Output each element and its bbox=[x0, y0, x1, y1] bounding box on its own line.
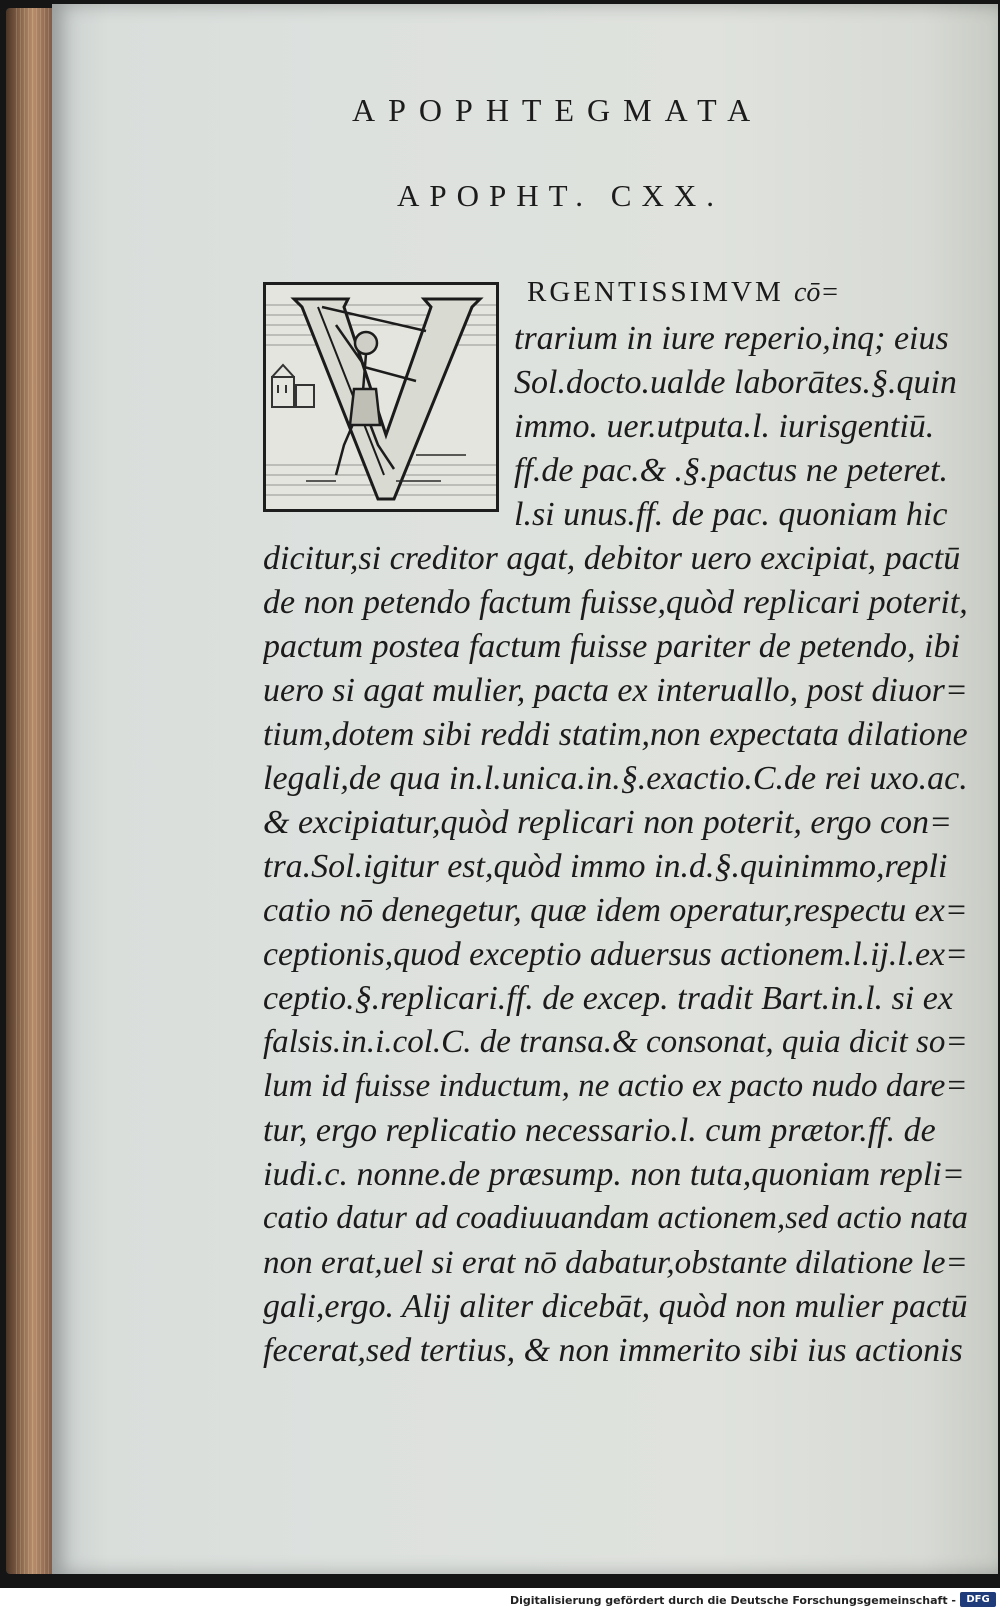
text-line: & excipiatur,quòd replicari non poterit, ergo con= bbox=[263, 804, 952, 841]
first-line bbox=[527, 276, 967, 309]
text-line: non erat,uel si erat nō dabatur,obstante dilatione le= bbox=[263, 1244, 968, 1281]
text-line: immo. uer.utputa.l. iurisgentiū. bbox=[514, 408, 935, 445]
text-line: pactum postea factum fuisse pariter de petendo, ibi bbox=[263, 628, 960, 665]
text-line: iudi.c. nonne.de præsump. non tuta,quoniam repli= bbox=[263, 1156, 965, 1193]
text-line: tur, ergo replicatio necessario.l. cum prætor.ff. de bbox=[263, 1112, 936, 1149]
text-line: fecerat,sed tertius, & non immerito sibi ius actionis bbox=[263, 1332, 963, 1369]
text-line: tium,dotem sibi reddi statim,non expectata dilatione bbox=[263, 716, 968, 753]
text-line: uero si agat mulier, pacta ex interuallo, post diuor= bbox=[263, 672, 968, 709]
text-line: tra.Sol.igitur est,quòd immo in.d.§.quinimmo,repli bbox=[263, 848, 948, 885]
text-line: l.si unus.ff. de pac. quoniam hic bbox=[514, 496, 948, 533]
text-line: de non petendo factum fuisse,quòd replicari poterit, bbox=[263, 584, 968, 621]
text-line: dicitur,si creditor agat, debitor uero excipiat, pactū bbox=[263, 540, 961, 577]
woodcut-initial bbox=[263, 282, 499, 512]
first-line-caps: RGENTISSIMVM bbox=[527, 276, 784, 308]
text-line: lum id fuisse inductum, ne actio ex pacto nudo dare= bbox=[263, 1068, 968, 1104]
text-line: gali,ergo. Alij aliter dicebāt, quòd non mulier pactū bbox=[263, 1288, 968, 1325]
text-line: Sol.docto.ualde laborātes.§.quin bbox=[514, 364, 957, 401]
text-line: trarium in iure reperio,inq; eius bbox=[514, 320, 949, 357]
text-line: falsis.in.i.col.C. de transa.& consonat, quia dicit so= bbox=[263, 1024, 968, 1060]
text-line: catio datur ad coadiuuandam actionem,sed actio nata bbox=[263, 1200, 968, 1236]
digitization-credit: Digitalisierung gefördert durch die Deutsche Forschungsgemeinschaft - bbox=[509, 1594, 956, 1607]
text-line: legali,de qua in.l.unica.in.§.exactio.C.de rei uxo.ac. bbox=[263, 760, 968, 797]
woodcut-initial-v-illustration bbox=[266, 285, 496, 509]
text-line: ff.de pac.& .§.pactus ne peteret. bbox=[514, 452, 949, 489]
text-line: ceptio.§.replicari.ff. de excep. tradit Bart.in.l. si ex bbox=[263, 980, 953, 1017]
dfg-logo: DFG bbox=[960, 1592, 996, 1607]
text-line: ceptionis,quod exceptio aduersus actionem.l.ij.l.ex= bbox=[263, 936, 968, 973]
section-title: APOPHT. CXX. bbox=[397, 178, 724, 213]
text-line: catio nō denegetur, quæ idem operatur,respectu ex= bbox=[263, 892, 968, 929]
running-head: APOPHTEGMATA bbox=[352, 92, 764, 128]
first-line-continuation: cō= bbox=[794, 277, 840, 308]
